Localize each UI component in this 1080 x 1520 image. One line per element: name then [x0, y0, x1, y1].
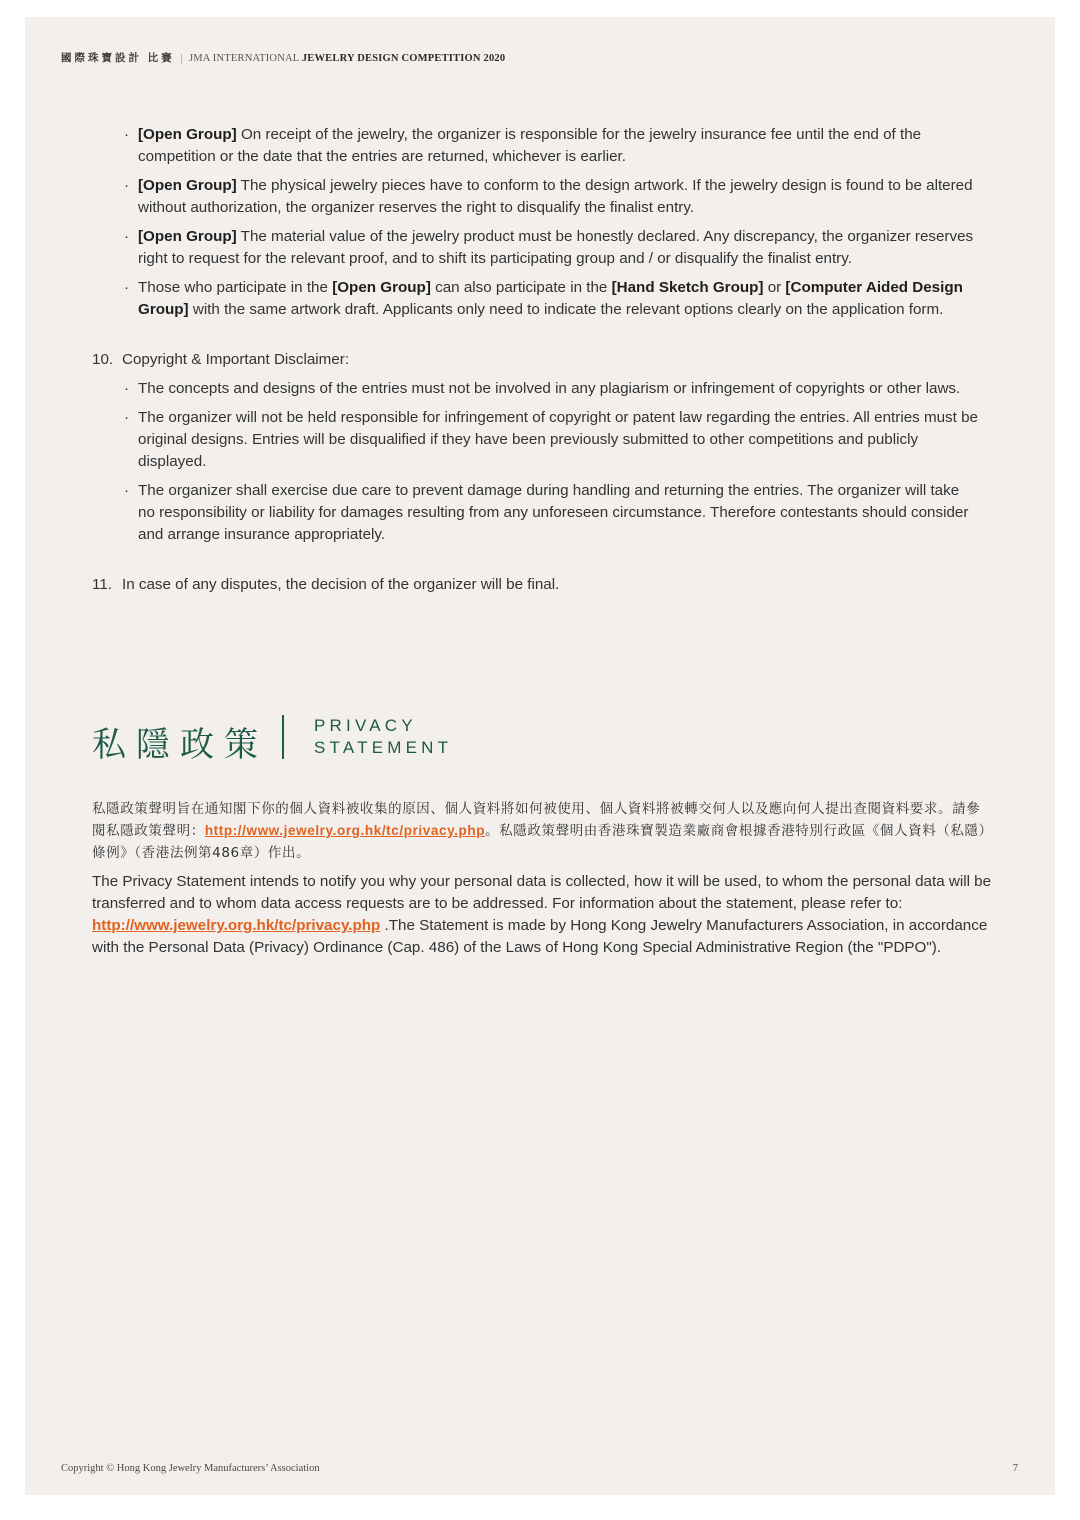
bullet-item	[120, 124, 980, 168]
bullet-item	[120, 175, 980, 219]
bullet-item	[120, 226, 980, 270]
privacy-paragraph-english	[92, 871, 992, 959]
bullet-text: The organizer will not be held responsible for infringement of copyright or patent law regarding the entries. All entries must be original designs. Entries will be disqualified if they have been previously submitted to other competitions and publicly displayed.	[138, 409, 978, 470]
privacy-title-line-1: PRIVACY	[314, 716, 417, 735]
privacy-paragraph-chinese	[92, 798, 992, 864]
footer-copyright: Copyright © Hong Kong Jewelry Manufacturers’ Association	[61, 1463, 320, 1474]
copyright-bullet-list	[120, 378, 980, 553]
header-organizer: JMA INTERNATIONAL	[188, 53, 299, 64]
bullet-item	[120, 277, 980, 321]
bullet-dot: ·	[124, 177, 130, 194]
privacy-zh-text: 私隱政策聲明旨在通知閣下你的個人資料被收集的原因、個人資料將如何被使用、個人資料將被轉交何人以及應向何人提出查閱資料要求。請參閱私隱政策聲明：	[92, 801, 981, 839]
bullet-text: can also participate in the	[430, 279, 612, 296]
bullet-dot: ·	[124, 380, 130, 397]
bullet-bold-label: [Open Group]	[138, 126, 237, 143]
header-chinese-title: 國際珠寶設計 比賽	[61, 53, 175, 64]
bullet-text: The material value of the jewelry product must be honestly declared. Any discrepancy, the organizer reserves right to request for the relevant proof, and to shift its participating group and / or disqualify the finalist entry.	[138, 228, 974, 267]
privacy-title-line-2: STATEMENT	[314, 738, 453, 757]
bullet-dot: ·	[124, 482, 130, 499]
header-competition-title: JEWELRY DESIGN COMPETITION 2020	[301, 53, 506, 64]
bullet-dot: ·	[124, 409, 130, 426]
bullet-bold-label: [Open Group]	[138, 228, 237, 245]
bullet-bold-label: [Computer Aided Design Group]	[138, 279, 963, 318]
bullet-bold-label: [Open Group]	[138, 177, 237, 194]
numbered-item-10	[92, 349, 992, 371]
bullet-text: or	[763, 279, 786, 296]
bullet-text: The physical jewelry pieces have to conform to the design artwork. If the jewelry design is found to be altered without authorization, the organizer reserves the right to disqualify the finalist entry.	[138, 177, 973, 216]
document-page	[25, 17, 1055, 1495]
bullet-item	[120, 378, 980, 400]
bullet-text: Those who participate in the	[138, 279, 333, 296]
title-divider	[282, 715, 284, 759]
item-text: In case of any disputes, the decision of the organizer will be final.	[122, 576, 560, 593]
bullet-text: The organizer shall exercise due care to prevent damage during handling and returning the entries. The organizer will take no responsibility or liability for damages resulting from any unforeseen circumstance. Therefore contestants should consider and arrange insurance appropriately.	[138, 482, 969, 543]
bullet-dot: ·	[124, 228, 130, 245]
item-heading: Copyright & Important Disclaimer:	[122, 351, 350, 368]
open-group-bullet-list	[120, 124, 980, 328]
privacy-en-text: .The Statement is made by Hong Kong Jewelry Manufacturers Association, in accordance with the Personal Data (Privacy) Ordinance (Cap. 486) of the Laws of Hong Kong Special Administrative Region (the "PDPO").	[92, 917, 988, 956]
bullet-text: On receipt of the jewelry, the organizer is responsible for the jewelry insurance fee until the end of the competition or the date that the entries are returned, whichever is earlier.	[138, 126, 922, 165]
privacy-title-chinese: 私隱政策	[92, 725, 268, 765]
bullet-dot: ·	[124, 279, 130, 296]
privacy-link-zh[interactable]: http://www.jewelry.org.hk/tc/privacy.php	[204, 823, 486, 838]
bullet-bold-label: [Hand Sketch Group]	[611, 279, 764, 296]
bullet-text: The concepts and designs of the entries must not be involved in any plagiarism or infringement of copyrights or other laws.	[138, 380, 961, 397]
bullet-dot: ·	[124, 126, 130, 143]
privacy-link-en[interactable]: http://www.jewelry.org.hk/tc/privacy.php	[92, 917, 381, 934]
bullet-text: with the same artwork draft. Applicants only need to indicate the relevant options clearly on the application form.	[188, 301, 944, 318]
header-separator: |	[180, 53, 183, 64]
privacy-zh-text: 。私隱政策聲明由香港珠寶製造業廠商會根據香港特別行政區《個人資料（私隱）條例》（香港法例第486章）作出。	[92, 823, 986, 861]
bullet-item	[120, 407, 980, 473]
page-header	[61, 50, 505, 65]
page-number: 7	[1012, 1463, 1018, 1474]
numbered-item-11	[92, 574, 992, 596]
privacy-title-english	[314, 715, 452, 759]
item-number: 10.	[92, 351, 114, 368]
bullet-bold-label: [Open Group]	[332, 279, 431, 296]
privacy-en-text: The Privacy Statement intends to notify you why your personal data is collected, how it will be used, to whom the personal data will be transferred and to whom data access requests are to be addressed. For information about the statement, please refer to:	[92, 873, 992, 912]
item-number: 11.	[92, 576, 112, 593]
bullet-item	[120, 480, 980, 546]
